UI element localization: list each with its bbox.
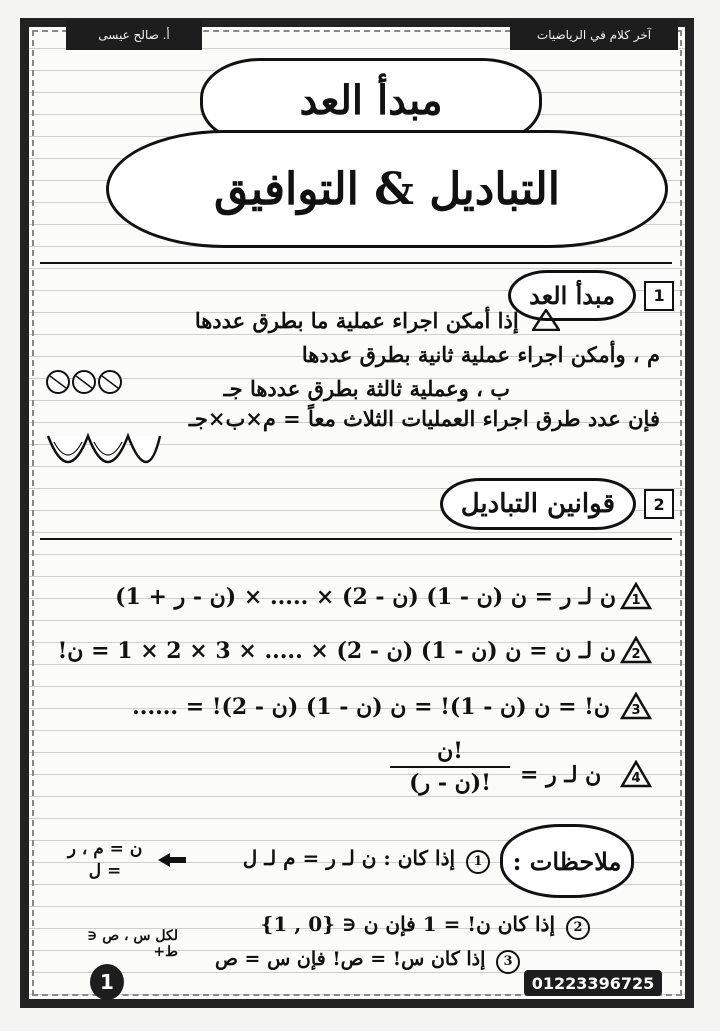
decorative-circles-icon bbox=[42, 368, 142, 396]
page-number: 1 bbox=[90, 964, 124, 1000]
section2-title: قوانين التباديل bbox=[440, 478, 636, 530]
law2-formula: ن لـ ن = ن (ن - 1) (ن - 2) × ..... × 3 × 2 × 1 = ن! bbox=[57, 638, 616, 664]
law4-numerator: ن! bbox=[437, 738, 463, 764]
page-subtitle: التباديل & التوافيق bbox=[214, 163, 560, 215]
section1-line-1 bbox=[195, 308, 560, 336]
section1-line-2: م ، وأمكن اجراء عملية ثانية بطرق عددها bbox=[301, 342, 660, 367]
triangle-icon bbox=[532, 309, 560, 336]
law4-denominator: (ن - ر)! bbox=[409, 770, 491, 796]
law2-triangle-icon: 2 bbox=[620, 636, 652, 664]
brand-label: آخر كلام في الرياضيات bbox=[510, 20, 678, 50]
fraction-bar bbox=[390, 766, 510, 768]
divider bbox=[40, 538, 672, 540]
decorative-drops-icon bbox=[44, 428, 164, 488]
section1-title: مبدأ العد bbox=[508, 270, 636, 321]
section1-number: 1 bbox=[644, 281, 674, 311]
law4-lhs: ن لـ ر = bbox=[520, 762, 602, 788]
note3-text: 3 إذا كان س! = ص! فإن س = ص bbox=[180, 948, 520, 974]
subtitle-cloud bbox=[106, 130, 668, 248]
section1-line-3: ب ، وعملية ثالثة بطرق عددها جـ bbox=[223, 376, 510, 401]
law3-formula: ن! = ن (ن - 1)! = ن (ن - 1) (ن - 2)! = ...... bbox=[132, 694, 610, 720]
page-title: مبدأ العد bbox=[299, 76, 443, 124]
section2-number: 2 bbox=[644, 489, 674, 519]
note2-number: 2 bbox=[566, 916, 590, 940]
side-note: لكل س ، ص ∈ ط+ bbox=[87, 928, 178, 960]
law1-formula: ن لـ ر = ن (ن - 1) (ن - 2) × ..... × (ن - ر + 1) bbox=[115, 584, 616, 610]
author-label: أ. صالح عيسى bbox=[66, 20, 202, 50]
phone-number: 01223396725 bbox=[524, 970, 662, 996]
law1-triangle-icon: 1 bbox=[620, 582, 652, 610]
arrow-left-icon bbox=[158, 852, 186, 866]
law4-triangle-icon: 4 bbox=[620, 760, 652, 788]
notes-heading: ملاحظات : bbox=[500, 824, 634, 898]
note2-text: 2 إذا كان ن! = 1 فإن ن ∈ {0 , 1} bbox=[230, 912, 590, 940]
section1-line-4: فإن عدد طرق اجراء العمليات الثلاث معاً = م×ب×جـ bbox=[188, 406, 660, 431]
note1-number: 1 bbox=[466, 850, 490, 874]
section2-heading bbox=[440, 478, 674, 530]
note3-number: 3 bbox=[496, 950, 520, 974]
note1-result: ن = م ، ر = ل bbox=[67, 839, 143, 881]
divider bbox=[40, 262, 672, 264]
note1-text: 1 إذا كان : ن لـ ر = م لـ ل bbox=[190, 846, 490, 874]
law4-fraction bbox=[390, 738, 510, 796]
law3-triangle-icon: 3 bbox=[620, 692, 652, 720]
section1-text: إذا أمكن اجراء عملية ما بطرق عددها bbox=[194, 308, 519, 333]
